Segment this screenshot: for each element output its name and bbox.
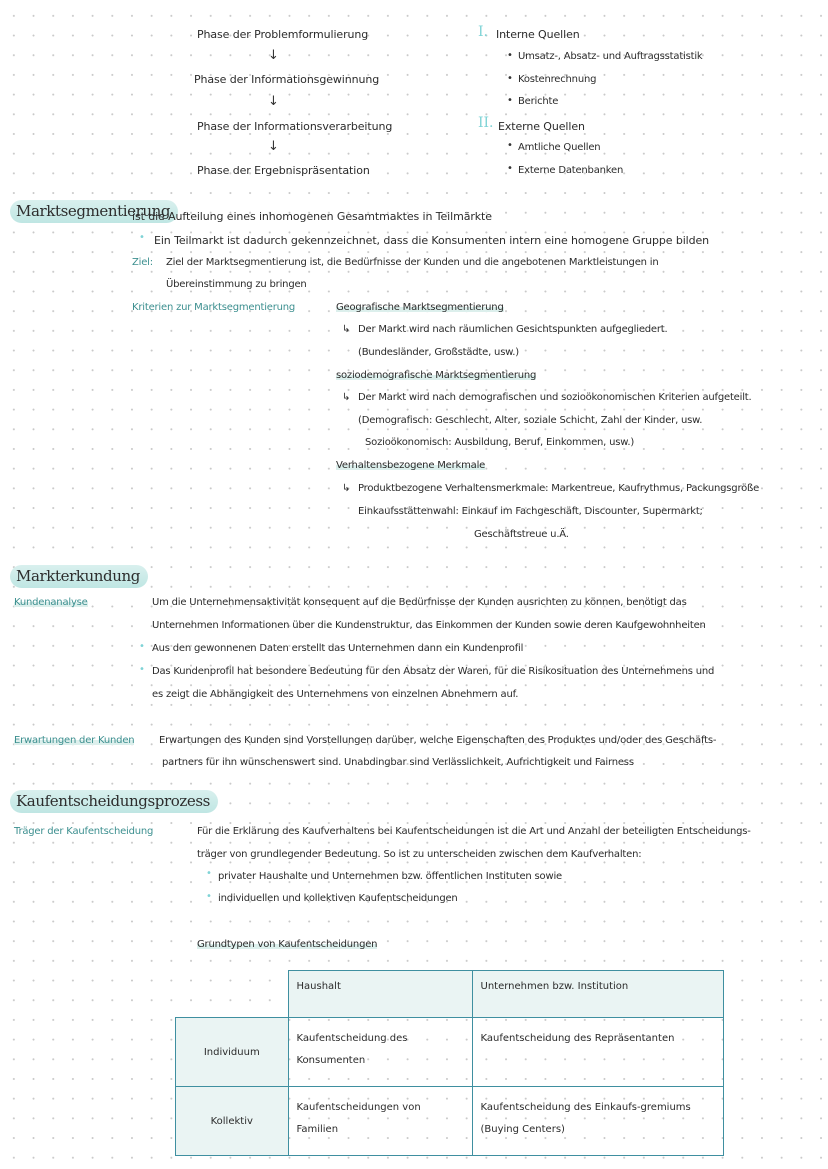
arrow-right-icon: ↳: [342, 392, 351, 403]
bullet-icon: •: [507, 73, 513, 84]
verhalten-line2: Einkaufsstättenwahl: Einkauf im Fachgeschäft, Discounter, Supermarkt;: [358, 506, 703, 517]
sozio-line1: Der Markt wird nach demografischen und sozioökonomischen Kriterien aufgeteilt.: [358, 392, 752, 403]
traeger-label: Träger der Kaufentscheidung: [14, 826, 154, 837]
arrow-right-icon: ↳: [342, 324, 351, 335]
heading-markterkundung: Markterkundung: [10, 565, 148, 588]
bullet-icon: •: [507, 140, 513, 151]
table-header-row: [176, 971, 724, 1018]
teilmarkt-text: Ein Teilmarkt ist dadurch gekennzeichnet, dass die Konsumenten intern eine homogene Gruppe bilden: [154, 234, 710, 247]
bullet-icon: •: [507, 163, 513, 174]
col-header-unternehmen: Unternehmen bzw. Institution: [472, 971, 723, 1018]
geo-title: Geografische Marktsegmentierung: [336, 302, 504, 313]
grundtypen-title: Grundtypen von Kaufentscheidungen: [197, 939, 378, 950]
phase-informationsgewinnung: Phase der Informationsgewinnung: [194, 73, 380, 86]
bullet-icon: •: [206, 868, 212, 879]
traeger-bullet1: privater Haushalte und Unternehmen bzw. öffentlichen Instituten sowie: [218, 871, 562, 882]
kundenprofil-bullet2-line2: es zeigt die Abhängigkeit des Unternehmens von einzelnen Abnehmern auf.: [152, 689, 519, 700]
internal-source-item: Kostenrechnung: [518, 74, 597, 85]
sozio-line3: Sozioökonomisch: Ausbildung, Beruf, Einkommen, usw.): [365, 437, 635, 448]
down-arrow-icon: ↓: [268, 48, 279, 63]
erwartungen-label: Erwartungen der Kunden: [14, 735, 135, 746]
verhalten-line3: Geschäftstreue u.Ä.: [474, 529, 569, 540]
col-header-haushalt: Haushalt: [288, 971, 472, 1018]
erwartungen-line1: Erwartungen des Kunden sind Vorstellungen darüber, welche Eigenschaften des Produktes und/oder des Geschäfts-: [159, 735, 717, 746]
kaufentscheidung-table: [175, 970, 724, 1156]
phase-informationsverarbeitung: Phase der Informationsverarbeitung: [197, 120, 393, 133]
arrow-right-icon: ↳: [342, 483, 351, 494]
kundenanalyse-line1: Um die Unternehmensaktivität konsequent auf die Bedürfnisse der Kunden ausrichten zu können, benötigt das: [152, 597, 687, 608]
bullet-icon: •: [206, 891, 212, 902]
internal-sources-title: Interne Quellen: [496, 28, 580, 41]
table-cell: Kaufentscheidung des Einkaufs-gremiums (Buying Centers): [472, 1087, 723, 1156]
down-arrow-icon: ↓: [268, 139, 279, 154]
table-cell: Kaufentscheidungen von Familien: [288, 1087, 472, 1156]
table-cell: Kaufentscheidung des Repräsentanten: [472, 1018, 723, 1087]
table-corner: [176, 971, 289, 1018]
table-row: [176, 1087, 724, 1156]
sozio-title: soziodemografische Marktsegmentierung: [336, 370, 537, 381]
row-header-kollektiv: Kollektiv: [176, 1087, 289, 1156]
verhalten-line1: Produktbezogene Verhaltensmerkmale: Markentreue, Kaufrythmus, Packungsgröße: [358, 483, 760, 494]
kundenprofil-bullet2-line1: Das Kundenprofil hat besondere Bedeutung für den Absatz der Waren, für die Risikosituation des Unternehmens und: [152, 666, 715, 677]
ziel-text-line1: Ziel der Marktsegmentierung ist, die Bedürfnisse der Kunden und die angebotenen Marktleistungen in: [166, 257, 659, 268]
bullet-icon: •: [139, 232, 145, 243]
external-sources-title: Externe Quellen: [498, 120, 585, 133]
bullet-icon: •: [507, 95, 513, 106]
row-header-individuum: Individuum: [176, 1018, 289, 1087]
kundenanalyse-line2: Unternehmen Informationen über die Kundenstruktur, das Einkommen der Kunden sowie deren Kaufgewohnheiten: [152, 620, 706, 631]
traeger-line2: träger von grundlegender Bedeutung. So ist zu unterscheiden zwischen dem Kaufverhalten:: [197, 849, 642, 860]
marktsegmentierung-definition: ist die Aufteilung eines inhomogenen Gesamtmaktes in Teilmärkte: [132, 210, 492, 223]
phase-ergebnispraesentation: Phase der Ergebnispräsentation: [197, 164, 370, 177]
external-source-item: Amtliche Quellen: [518, 142, 601, 153]
internal-source-item: Umsatz-, Absatz- und Auftragsstatistik: [518, 51, 703, 62]
geo-line1: Der Markt wird nach räumlichen Gesichtspunkten aufgegliedert.: [358, 324, 668, 335]
traeger-bullet2: individuellen und kollektiven Kaufentscheidungen: [218, 893, 458, 904]
sozio-line2: (Demografisch: Geschlecht, Alter, soziale Schicht, Zahl der Kinder, usw.: [358, 415, 703, 426]
phase-problemformulierung: Phase der Problemformulierung: [197, 28, 369, 41]
heading-kaufentscheidungsprozess: Kaufentscheidungsprozess: [10, 790, 218, 813]
geo-line2: (Bundesländer, Großstädte, usw.): [358, 347, 519, 358]
table-row: [176, 1018, 724, 1087]
kundenprofil-bullet1: Aus den gewonnenen Daten erstellt das Unternehmen dann ein Kundenprofil: [152, 643, 524, 654]
external-source-item: Externe Datenbanken: [518, 165, 624, 176]
bullet-icon: •: [139, 664, 145, 675]
bullet-icon: •: [507, 50, 513, 61]
internal-source-item: Berichte: [518, 96, 559, 107]
kundenanalyse-label: Kundenanalyse: [14, 597, 88, 608]
bullet-icon: •: [139, 641, 145, 652]
verhalten-title: Verhaltensbezogene Merkmale: [336, 460, 486, 471]
down-arrow-icon: ↓: [268, 94, 279, 109]
ziel-label: Ziel:: [132, 257, 153, 268]
kriterien-label: Kriterien zur Marktsegmentierung: [132, 302, 296, 313]
erwartungen-line2: partners für ihn wünschenswert sind. Unabdingbar sind Verlässlichkeit, Aufrichtigkeit und Fairness: [162, 757, 634, 768]
numeral-external: II.: [478, 115, 494, 131]
heading-marktsegmentierung: Marktsegmentierung: [10, 200, 178, 223]
ziel-text-line2: Übereinstimmung zu bringen: [166, 279, 307, 290]
traeger-line1: Für die Erklärung des Kaufverhaltens bei Kaufentscheidungen ist die Art und Anzahl der beteiligten Entscheidungs-: [197, 826, 751, 837]
table-cell: Kaufentscheidung des Konsumenten: [288, 1018, 472, 1087]
numeral-internal: I.: [478, 24, 488, 40]
